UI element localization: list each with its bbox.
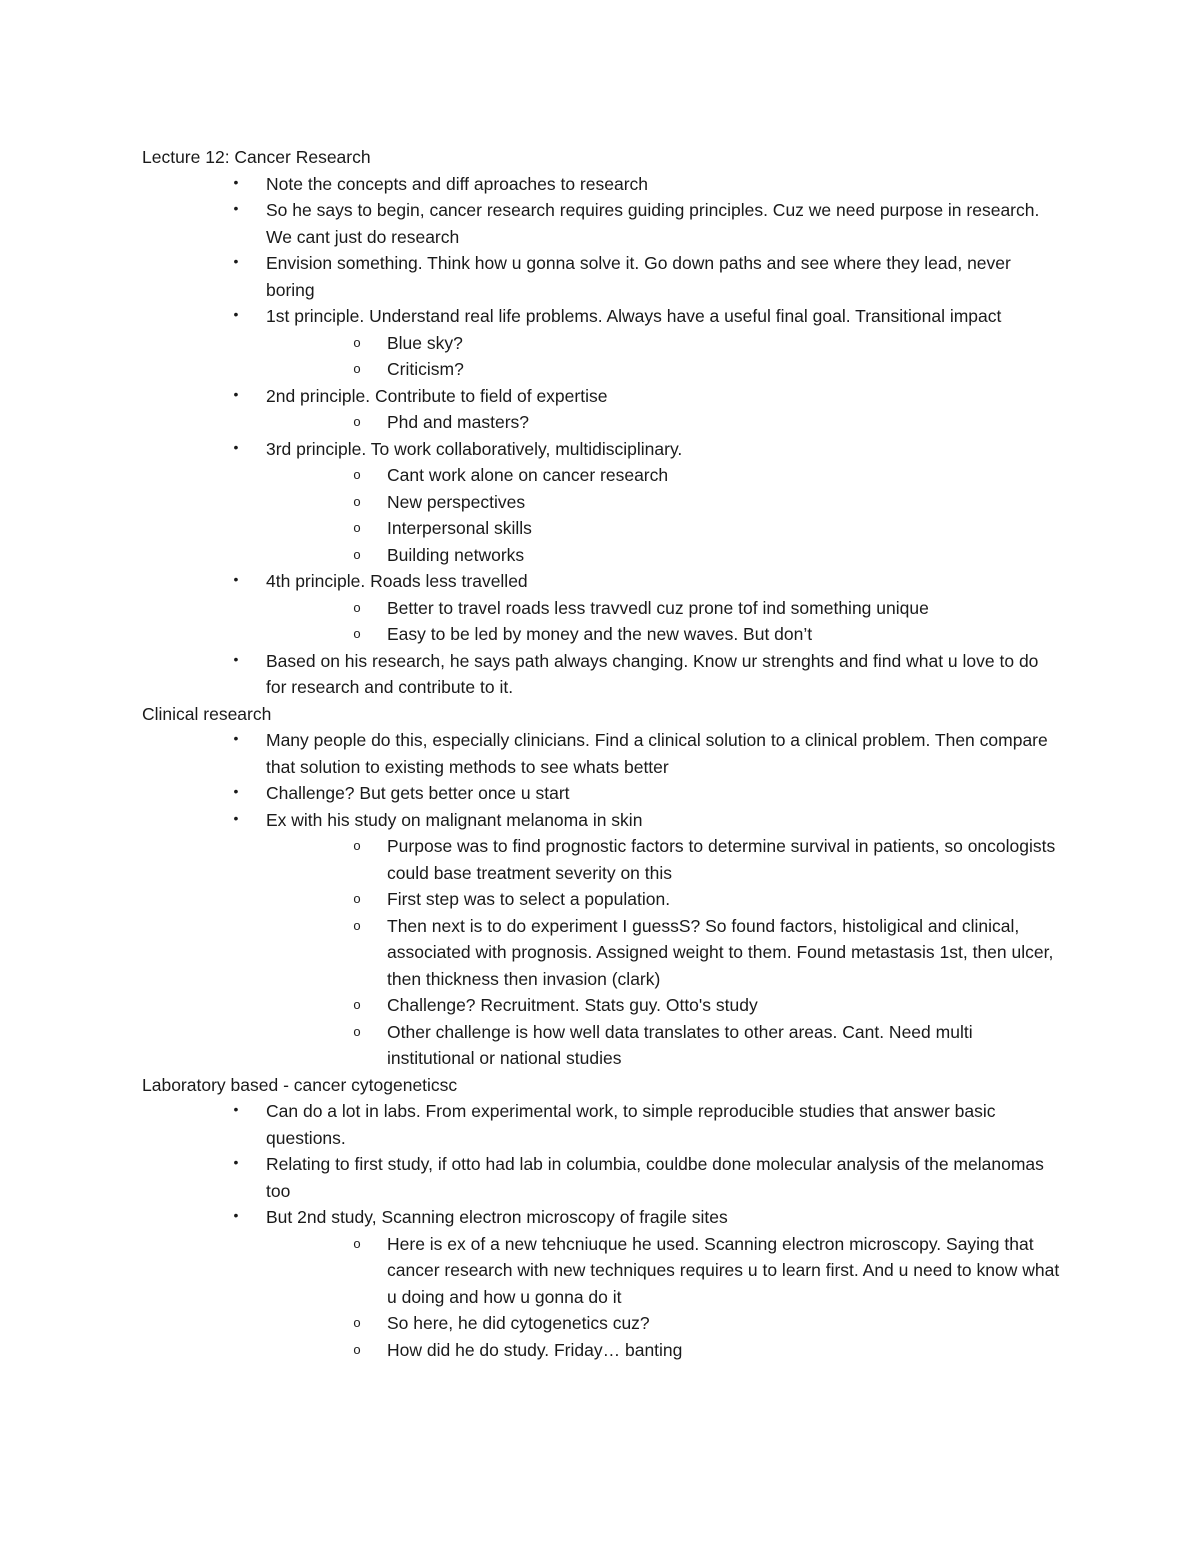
sub-bullet-text: Interpersonal skills xyxy=(387,518,532,538)
bullet-icon: • xyxy=(233,438,239,455)
sub-list-container xyxy=(142,409,1062,436)
bullet-item xyxy=(142,303,1062,330)
bullet-icon: • xyxy=(233,571,239,587)
bullet-text: So he says to begin, cancer research requires guiding principles. Cuz we need purpose in research. We cant just do research xyxy=(266,200,1040,247)
sub-bullet-item xyxy=(263,913,1062,993)
sub-bullet-list xyxy=(264,462,1062,568)
bullet-item xyxy=(142,383,1062,410)
sub-bullet-icon: o xyxy=(353,626,361,641)
sub-bullet-text: Criticism? xyxy=(387,359,464,379)
bullet-text: 4th principle. Roads less travelled xyxy=(266,571,528,591)
bullet-item xyxy=(142,807,1062,834)
section-heading: Lecture 12: Cancer Research xyxy=(142,147,371,167)
bullet-icon: • xyxy=(233,385,239,402)
bullet-icon: • xyxy=(233,200,239,216)
bullet-list xyxy=(142,1098,1062,1363)
sub-bullet-icon: o xyxy=(353,546,361,562)
bullet-icon: • xyxy=(233,1154,239,1170)
bullet-text: Ex with his study on malignant melanoma in skin xyxy=(266,809,643,830)
bullet-icon: • xyxy=(233,783,239,799)
bullet-icon: • xyxy=(233,1101,239,1117)
bullet-text: But 2nd study, Scanning electron microscopy of fragile sites xyxy=(266,1207,728,1227)
sub-bullet-item xyxy=(263,992,1062,1019)
bullet-item xyxy=(142,1151,1062,1204)
notes-content xyxy=(142,144,1062,1363)
section-heading: Laboratory based - cancer cytogeneticsc xyxy=(142,1074,458,1095)
bullet-item xyxy=(142,780,1062,807)
sub-bullet-icon: o xyxy=(353,1315,361,1330)
sub-bullet-list xyxy=(264,595,1062,648)
sub-bullet-item xyxy=(263,1231,1062,1311)
bullet-icon: • xyxy=(233,809,239,826)
sub-bullet-item xyxy=(263,1337,1062,1364)
bullet-item xyxy=(142,171,1062,198)
bullet-text: Relating to first study, if otto had lab in columbia, couldbe done molecular analysis of the melanomas too xyxy=(266,1154,1044,1201)
sub-bullet-text: Challenge? Recruitment. Stats guy. Otto's study xyxy=(387,995,758,1015)
bullet-item xyxy=(142,1204,1062,1231)
sub-bullet-icon: o xyxy=(353,414,361,429)
bullet-item xyxy=(142,648,1062,701)
sub-bullet-item xyxy=(263,489,1062,516)
sub-bullet-icon: o xyxy=(353,891,361,906)
bullet-item xyxy=(142,197,1062,250)
sub-bullet-text: Building networks xyxy=(387,544,525,565)
sub-bullet-item xyxy=(263,1310,1062,1337)
sub-bullet-text: Other challenge is how well data translates to other areas. Cant. Need multi institutional or national studies xyxy=(387,1021,973,1068)
sub-bullet-item xyxy=(263,356,1062,383)
sub-bullet-text: Easy to be led by money and the new waves. But don’t xyxy=(387,624,813,644)
sub-bullet-list xyxy=(264,409,1062,436)
sub-bullet-text: Cant work alone on cancer research xyxy=(387,465,669,485)
sub-list-container xyxy=(142,595,1062,648)
sub-bullet-text: New perspectives xyxy=(387,491,526,512)
sub-bullet-icon: o xyxy=(353,1023,361,1039)
sub-bullet-item xyxy=(263,409,1062,436)
sub-bullet-item xyxy=(263,330,1062,357)
bullet-text: 1st principle. Understand real life problems. Always have a useful final goal. Transitional impact xyxy=(266,306,1002,326)
bullet-text: Challenge? But gets better once u start xyxy=(266,783,570,803)
bullet-text: Can do a lot in labs. From experimental work, to simple reproducible studies that answer basic questions. xyxy=(266,1101,996,1148)
sub-bullet-icon: o xyxy=(353,520,361,535)
sub-bullet-icon: o xyxy=(353,1235,361,1251)
sub-bullet-list xyxy=(264,1231,1062,1364)
bullet-text: Note the concepts and diff aproaches to research xyxy=(266,173,649,194)
sub-bullet-text: Purpose was to find prognostic factors to determine survival in patients, so oncologists could base treatment severity on this xyxy=(387,836,1056,883)
sub-bullet-text: Here is ex of a new tehcniuque he used. Scanning electron microscopy. Saying that cancer research with new techniques requires u to learn first. And u need to know what u doing and how u gonna do it xyxy=(387,1233,1060,1307)
sub-bullet-list xyxy=(264,833,1062,1072)
bullet-item xyxy=(142,568,1062,595)
sub-bullet-item xyxy=(263,886,1062,913)
bullet-icon: • xyxy=(233,253,239,269)
bullet-text: Envision something. Think how u gonna solve it. Go down paths and see where they lead, never boring xyxy=(266,253,1011,300)
sub-bullet-icon: o xyxy=(353,493,361,509)
bullet-text: 3rd principle. To work collaboratively, multidisciplinary. xyxy=(266,438,683,459)
sub-list-container xyxy=(142,833,1062,1072)
sub-bullet-item xyxy=(263,833,1062,886)
bullet-list xyxy=(142,727,1062,1072)
sub-bullet-item xyxy=(263,515,1062,542)
sub-bullet-text: How did he do study. Friday… banting xyxy=(387,1339,683,1360)
sub-bullet-text: First step was to select a population. xyxy=(387,889,671,909)
sub-list-container xyxy=(142,462,1062,568)
sub-bullet-item xyxy=(263,595,1062,622)
sub-bullet-item xyxy=(263,542,1062,569)
sub-bullet-icon: o xyxy=(353,599,361,615)
bullet-list xyxy=(142,171,1062,701)
section-heading: Clinical research xyxy=(142,703,272,724)
sub-bullet-item xyxy=(263,1019,1062,1072)
sub-bullet-list xyxy=(264,330,1062,383)
sub-bullet-text: Better to travel roads less travvedl cuz prone tof ind something unique xyxy=(387,597,929,618)
sub-bullet-item xyxy=(263,462,1062,489)
sub-list-container xyxy=(142,1231,1062,1364)
bullet-icon: • xyxy=(233,173,239,190)
bullet-item xyxy=(142,250,1062,303)
sub-list-container xyxy=(142,330,1062,383)
sub-bullet-text: So here, he did cytogenetics cuz? xyxy=(387,1313,650,1333)
bullet-icon: • xyxy=(233,650,239,667)
sub-bullet-text: Blue sky? xyxy=(387,332,463,353)
bullet-icon: • xyxy=(233,306,239,322)
sub-bullet-icon: o xyxy=(353,334,361,350)
bullet-item xyxy=(142,727,1062,780)
sub-bullet-text: Phd and masters? xyxy=(387,412,530,432)
sub-bullet-icon: o xyxy=(353,1341,361,1357)
bullet-text: 2nd principle. Contribute to field of expertise xyxy=(266,385,608,406)
sub-bullet-icon: o xyxy=(353,838,361,853)
bullet-text: Many people do this, especially clinicians. Find a clinical solution to a clinical problem. Then compare that solution to existing methods to see whats better xyxy=(266,730,1048,777)
bullet-item xyxy=(142,436,1062,463)
sub-bullet-icon: o xyxy=(353,467,361,482)
sub-bullet-item xyxy=(263,621,1062,648)
sub-bullet-icon: o xyxy=(353,997,361,1012)
sub-bullet-text: Then next is to do experiment I guessS? So found factors, histoligical and clinical, associated with prognosis. Assigned weight to them. Found metastasis 1st, then ulcer, then thickness then invasion (clark) xyxy=(387,915,1054,989)
bullet-text: Based on his research, he says path always changing. Know ur strenghts and find what u love to do for research and contribute to it. xyxy=(266,650,1039,697)
sub-bullet-icon: o xyxy=(353,917,361,933)
sub-bullet-icon: o xyxy=(353,361,361,376)
bullet-icon: • xyxy=(233,730,239,746)
bullet-icon: • xyxy=(233,1207,239,1223)
bullet-item xyxy=(142,1098,1062,1151)
